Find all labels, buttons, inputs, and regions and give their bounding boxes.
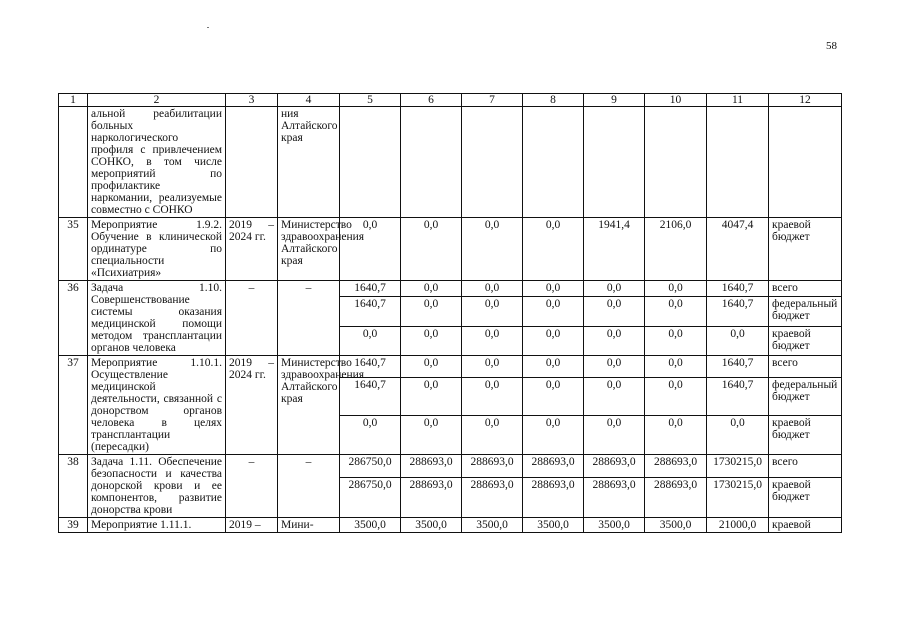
table-row-continued (59, 107, 842, 218)
source-cell: всего (769, 455, 842, 478)
source-cell: краевой бюджет (769, 416, 842, 455)
value-cell: 3500,0 (523, 518, 584, 533)
row-number: 39 (59, 518, 88, 533)
row-executor: ния Алтайского края (278, 107, 340, 218)
value-cell: 288693,0 (523, 477, 584, 518)
value-cell: 1730215,0 (707, 455, 769, 478)
source-cell: всего (769, 356, 842, 378)
value-cell: 0,0 (523, 356, 584, 378)
value-cell: 0,0 (401, 281, 462, 297)
value-cell: 4047,4 (707, 218, 769, 281)
value-cell: 0,0 (401, 297, 462, 326)
value-cell: 286750,0 (340, 477, 401, 518)
value-cell: 21000,0 (707, 518, 769, 533)
value-cell (645, 107, 707, 218)
value-cell: 1941,4 (584, 218, 645, 281)
value-cell (401, 107, 462, 218)
value-cell: 288693,0 (523, 455, 584, 478)
row-name: Мероприятие 1.11.1. (88, 518, 226, 533)
value-cell: 0,0 (523, 218, 584, 281)
program-table (58, 93, 842, 533)
value-cell: 1730215,0 (707, 477, 769, 518)
value-cell: 1640,7 (707, 377, 769, 416)
row-number: 36 (59, 281, 88, 356)
value-cell: 0,0 (584, 297, 645, 326)
value-cell: 0,0 (340, 326, 401, 355)
value-cell: 0,0 (462, 281, 523, 297)
value-cell: 0,0 (523, 297, 584, 326)
source-cell: федеральный бюджет (769, 297, 842, 326)
value-cell: 3500,0 (645, 518, 707, 533)
header-cell: 5 (340, 94, 401, 107)
value-cell: 0,0 (462, 416, 523, 455)
value-cell: 0,0 (462, 377, 523, 416)
header-cell: 8 (523, 94, 584, 107)
row-executor: Мини- (278, 518, 340, 533)
header-cell: 3 (226, 94, 278, 107)
value-cell: 3500,0 (340, 518, 401, 533)
value-cell (584, 107, 645, 218)
source-cell: краевой бюджет (769, 218, 842, 281)
value-cell: 288693,0 (462, 477, 523, 518)
header-cell: 12 (769, 94, 842, 107)
value-cell: 0,0 (584, 326, 645, 355)
value-cell: 0,0 (523, 326, 584, 355)
value-cell: 1640,7 (340, 281, 401, 297)
source-cell: краевой (769, 518, 842, 533)
value-cell: 0,0 (401, 218, 462, 281)
value-cell (340, 107, 401, 218)
row-period: – (226, 281, 278, 356)
value-cell: 286750,0 (340, 455, 401, 478)
value-cell: 0,0 (645, 356, 707, 378)
source-cell: федеральный бюджет (769, 377, 842, 416)
row-name: Задача 1.11. Обеспечение безопасности и качества донорской крови и ее компонентов, развитие донорства крови (88, 455, 226, 518)
value-cell: 0,0 (340, 218, 401, 281)
row-executor: – (278, 281, 340, 356)
value-cell: 288693,0 (462, 455, 523, 478)
value-cell: 0,0 (645, 416, 707, 455)
value-cell: 0,0 (462, 326, 523, 355)
table-row-38 (59, 455, 842, 478)
value-cell: 0,0 (462, 218, 523, 281)
row-name: Мероприятие 1.9.2. Обучение в клинической ординатуре по специальности «Психиатрия» (88, 218, 226, 281)
value-cell: 288693,0 (584, 455, 645, 478)
value-cell (523, 107, 584, 218)
value-cell: 0,0 (584, 281, 645, 297)
value-cell: 288693,0 (401, 477, 462, 518)
value-cell: 3500,0 (401, 518, 462, 533)
value-cell: 3500,0 (584, 518, 645, 533)
value-cell: 1640,7 (340, 377, 401, 416)
header-cell: 7 (462, 94, 523, 107)
row-period: 2019 – (226, 518, 278, 533)
row-number: 35 (59, 218, 88, 281)
value-cell: 1640,7 (707, 281, 769, 297)
header-cell: 6 (401, 94, 462, 107)
row-executor: Министерство здравоохранения Алтайского края (278, 218, 340, 281)
header-row (59, 94, 842, 107)
value-cell: 1640,7 (340, 356, 401, 378)
value-cell: 288693,0 (584, 477, 645, 518)
value-cell: 0,0 (523, 377, 584, 416)
row-period (226, 107, 278, 218)
value-cell: 1640,7 (707, 297, 769, 326)
row-name: альной реабилитации больных наркологического профиля с привлечением СОНКО, в том числе мероприятий по профилактике наркомании, реализуемые совместно с СОНКО (88, 107, 226, 218)
value-cell: 0,0 (645, 326, 707, 355)
value-cell (462, 107, 523, 218)
table-row-35 (59, 218, 842, 281)
row-name: Мероприятие 1.10.1. Осуществление медицинской деятельности, связанной с донорством органов человека в целях трансплантации (пересадки) (88, 356, 226, 455)
table-row-39 (59, 518, 842, 533)
value-cell: 1640,7 (707, 356, 769, 378)
value-cell: 0,0 (645, 297, 707, 326)
header-cell: 11 (707, 94, 769, 107)
value-cell: 0,0 (462, 297, 523, 326)
value-cell (707, 107, 769, 218)
value-cell: 0,0 (401, 377, 462, 416)
value-cell: 0,0 (645, 377, 707, 416)
header-cell: 4 (278, 94, 340, 107)
value-cell: 288693,0 (645, 477, 707, 518)
source-cell (769, 107, 842, 218)
row-period: – (226, 455, 278, 518)
source-cell: всего (769, 281, 842, 297)
table-row-36 (59, 281, 842, 297)
header-cell: 2 (88, 94, 226, 107)
header-cell: 1 (59, 94, 88, 107)
header-cell: 10 (645, 94, 707, 107)
value-cell: 0,0 (584, 377, 645, 416)
row-number (59, 107, 88, 218)
value-cell: 0,0 (707, 416, 769, 455)
value-cell: 1640,7 (340, 297, 401, 326)
row-number: 38 (59, 455, 88, 518)
source-cell: краевой бюджет (769, 326, 842, 355)
row-executor: – (278, 455, 340, 518)
table-row-37 (59, 356, 842, 378)
value-cell: 288693,0 (401, 455, 462, 478)
value-cell: 2106,0 (645, 218, 707, 281)
value-cell: 0,0 (401, 326, 462, 355)
value-cell: 0,0 (340, 416, 401, 455)
scan-mark (207, 27, 209, 28)
value-cell: 0,0 (645, 281, 707, 297)
value-cell: 0,0 (523, 416, 584, 455)
value-cell: 3500,0 (462, 518, 523, 533)
row-executor: Министерство здравоохранения Алтайского края (278, 356, 340, 455)
page-number: 58 (826, 40, 837, 52)
value-cell: 288693,0 (645, 455, 707, 478)
value-cell: 0,0 (462, 356, 523, 378)
value-cell: 0,0 (584, 356, 645, 378)
value-cell: 0,0 (584, 416, 645, 455)
value-cell: 0,0 (523, 281, 584, 297)
value-cell: 0,0 (707, 326, 769, 355)
row-name: Задача 1.10. Совершенствование системы оказания медицинской помощи методом трансплантации органов человека (88, 281, 226, 356)
header-cell: 9 (584, 94, 645, 107)
source-cell: краевой бюджет (769, 477, 842, 518)
row-period: 2019 – 2024 гг. (226, 356, 278, 455)
value-cell: 0,0 (401, 416, 462, 455)
value-cell: 0,0 (401, 356, 462, 378)
row-period: 2019 – 2024 гг. (226, 218, 278, 281)
row-number: 37 (59, 356, 88, 455)
